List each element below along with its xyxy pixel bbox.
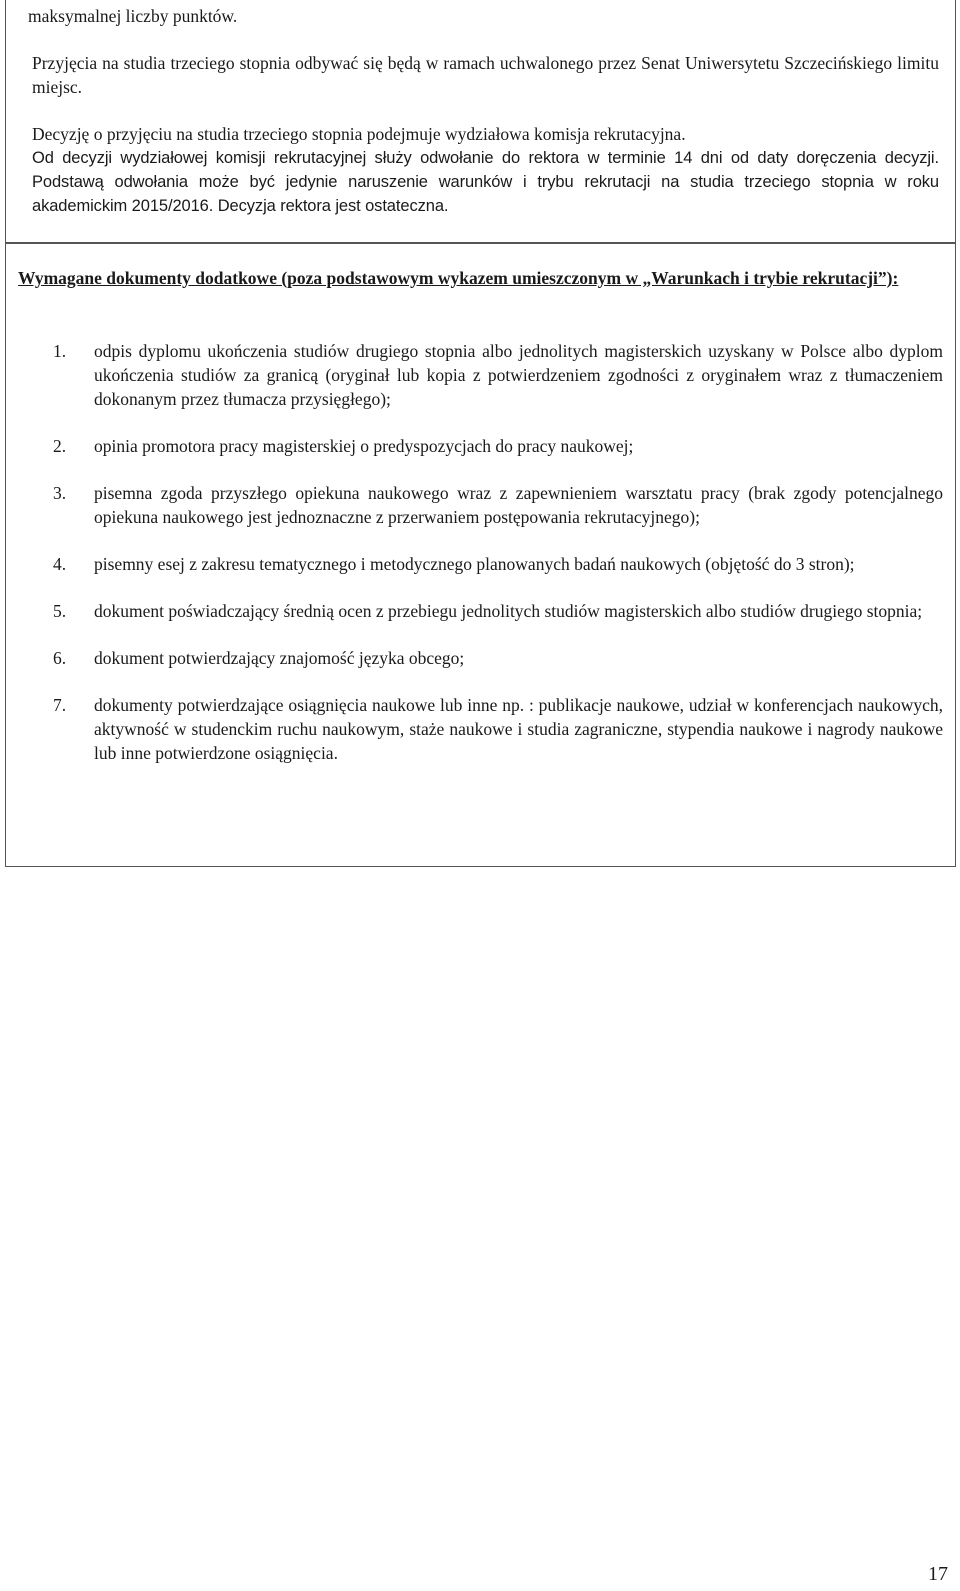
requirements-box xyxy=(5,243,956,867)
list-item-number: 3. xyxy=(53,483,67,503)
list-item-number: 7. xyxy=(53,695,67,715)
paragraph-decision: Decyzję o przyjęciu na studia trzeciego stopnia podejmuje wydziałowa komisja rekrutacyjna. xyxy=(32,124,686,144)
list-item-number: 6. xyxy=(53,648,67,668)
list-item xyxy=(18,339,943,411)
paragraph-points: maksymalnej liczby punktów. xyxy=(28,6,238,26)
list-item-text: pisemna zgoda przyszłego opiekuna naukowego wraz z zapewnieniem warsztatu pracy (brak zgody potencjalnego opiekuna naukowego jest jednoznaczne z przerwaniem postępowania rekrutacyjnego); xyxy=(94,483,943,527)
list-item-text: odpis dyplomu ukończenia studiów drugiego stopnia albo jednolitych magisterskich uzyskany w Polsce albo dyplom ukończenia studiów za granicą (oryginał lub kopia z potwierdzeniem zgodności z oryginałem wraz z tłumaczeniem dokonanym przez tłumacza przysięgłego); xyxy=(94,341,943,409)
list-item-text: dokument potwierdzający znajomość języka obcego; xyxy=(94,648,465,668)
info-box xyxy=(5,0,956,243)
list-item-text: dokumenty potwierdzające osiągnięcia naukowe lub inne np. : publikacje naukowe, udział w konferencjach naukowych, aktywność w studenckim ruchu naukowym, staże naukowe i studia zagraniczne, stypendia naukowe i nagrody naukowe lub inne potwierdzone osiągnięcia. xyxy=(94,695,943,763)
paragraph-appeal: Od decyzji wydziałowej komisji rekrutacyjnej służy odwołanie do rektora w terminie 14 dni od daty doręczenia decyzji. Podstawą odwołania może być jedynie naruszenie warunków i trybu rekrutacji na studia trzeciego stopnia w roku akademickim 2015/2016. Decyzja rektora jest ostateczna. xyxy=(32,149,939,215)
list-item-text: dokument poświadczający średnią ocen z przebiegu jednolitych studiów magisterskich albo studiów drugiego stopnia; xyxy=(94,601,923,621)
list-item-number: 2. xyxy=(53,436,67,456)
list-item-text: pisemny esej z zakresu tematycznego i metodycznego planowanych badań naukowych (objętość do 3 stron); xyxy=(94,554,855,574)
paragraph-admissions-limit: Przyjęcia na studia trzeciego stopnia odbywać się będą w ramach uchwalonego przez Senat Uniwersytetu Szczecińskiego limitu miejsc. xyxy=(32,53,939,97)
page-number: 17 xyxy=(928,1563,948,1585)
requirements-heading: Wymagane dokumenty dodatkowe (poza podstawowym wykazem umieszczonym w „Warunkach i trybie rekrutacji”): xyxy=(18,268,899,288)
list-item xyxy=(18,434,943,458)
list-item-number: 4. xyxy=(53,554,67,574)
list-item xyxy=(18,599,943,623)
list-item xyxy=(18,693,943,765)
list-item xyxy=(18,481,943,529)
list-item xyxy=(18,646,943,670)
list-item-text: opinia promotora pracy magisterskiej o predyspozycjach do pracy naukowej; xyxy=(94,436,634,456)
list-item xyxy=(18,552,943,576)
requirements-list xyxy=(18,339,943,765)
list-item-number: 1. xyxy=(53,341,67,361)
list-item-number: 5. xyxy=(53,601,67,621)
